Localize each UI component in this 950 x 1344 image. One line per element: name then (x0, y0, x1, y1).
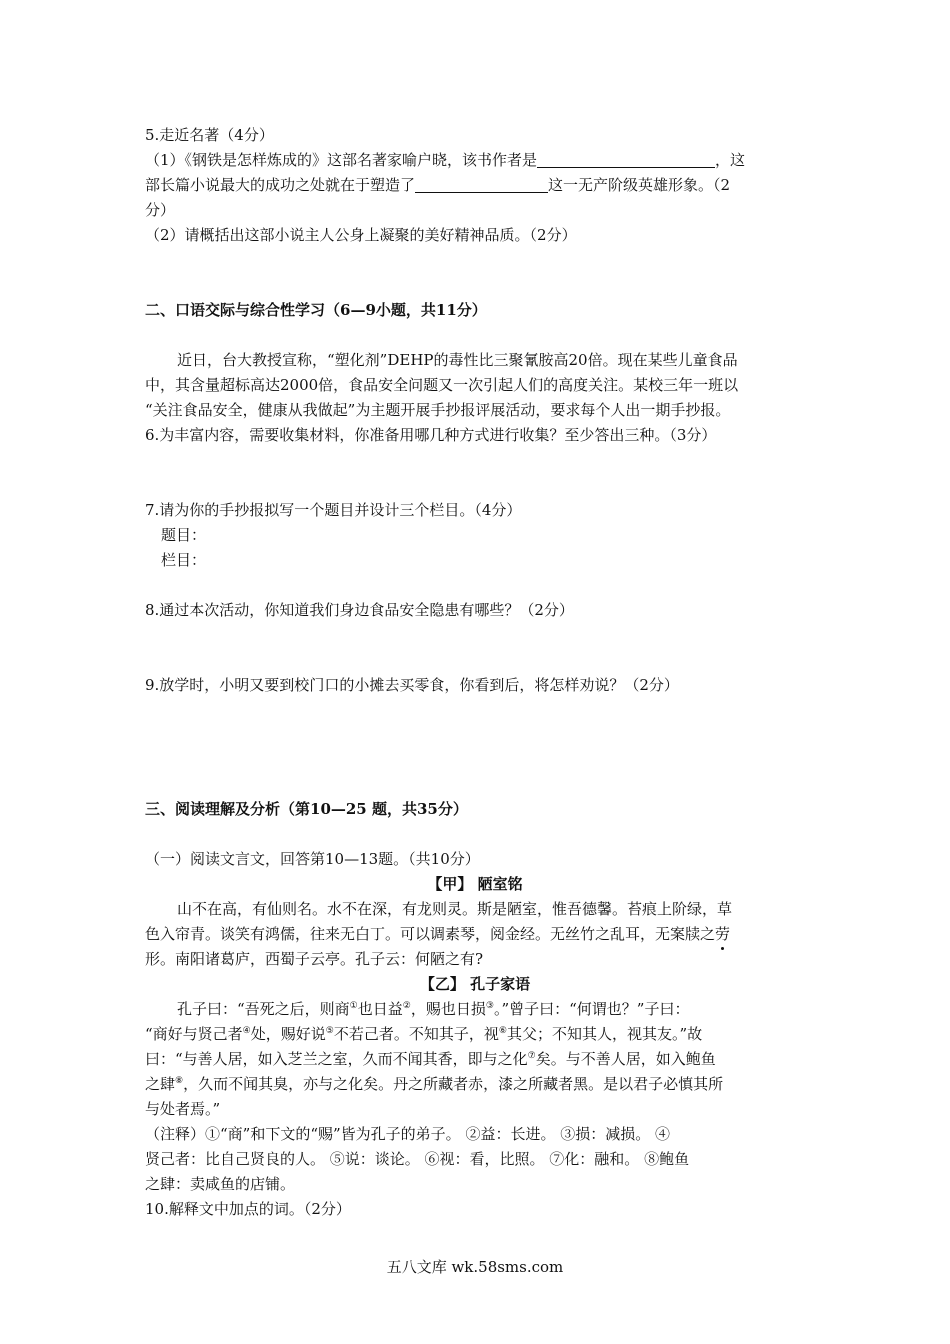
q9: 9.放学时，小明又要到校门口的小摊去买零食，你看到后，将怎样劝说？（2分） (145, 676, 679, 694)
yi-line1-c: ，赐也日损 (410, 1000, 486, 1018)
q10: 10.解释文中加点的词。（2分） (145, 1200, 351, 1218)
section3-heading: 三、阅读理解及分析（第10—25 题，共35分） (145, 800, 468, 818)
hero-answer-blank[interactable] (415, 176, 548, 193)
footer-watermark: 五八文库 wk.58sms.com (386, 1258, 564, 1276)
q5-part1-text-a: （1）《钢铁是怎样炼成的》这部名著家喻户晓，该书作者是 (145, 151, 538, 169)
note-mark-8: ⑧ (175, 1076, 184, 1086)
section3-part1: （一）阅读文言文，回答第10—13题。（共10分） (145, 850, 480, 868)
q6: 6.为丰富内容，需要收集材料，你准备用哪几种方式进行收集？至少答出三种。（3分） (145, 426, 717, 444)
q5-part1-line1 (145, 149, 745, 171)
jia-title: 【甲】 陋室铭 (427, 875, 523, 893)
section2-intro-line2: 中，其含量超标高达2000倍，食品安全问题又一次引起人们的高度关注。某校三年一班以 (145, 376, 739, 394)
note-mark-6: ⑥ (498, 1026, 507, 1036)
q7: 7.请为你的手抄报拟写一个题目并设计三个栏目。（4分） (145, 501, 522, 519)
yi-line4-a: 之肆 (145, 1075, 176, 1093)
yi-line5: 与处者焉。” (145, 1100, 221, 1118)
note-mark-1: ① (349, 1001, 358, 1011)
yi-line2-b: 处，赐好说 (250, 1025, 326, 1043)
yi-line1-d: 。”曾子曰：“何谓也？”子曰： (493, 1000, 690, 1018)
yi-line3-a: 曰：“与善人居，如入芝兰之室，久而不闻其香，即与之化 (145, 1050, 528, 1068)
jia-line2-text: 色入帘青。谈笑有鸿儒，往来无白丁。可以调素琴，阅金经。无丝竹之乱耳，无案牍之 (145, 925, 716, 943)
yi-line2-a: “商好与贤己者 (145, 1025, 243, 1043)
section2-intro-line1: 近日，台大教授宣称，“塑化剂”DEHP的毒性比三聚氰胺高20倍。现在某些儿童食品 (177, 351, 738, 369)
q7-title-label: 题目： (161, 526, 207, 544)
note-mark-4: ④ (242, 1026, 251, 1036)
notes-line2: 贤己者：比自己贤良的人。 ⑤说：谈论。 ⑥视：看，比照。 ⑦化：融和。 ⑧鲍鱼 (145, 1150, 690, 1168)
q5-part1-text-d: 这一无产阶级英雄形象。（2 (548, 176, 731, 194)
yi-line1-a: 孔子曰：“吾死之后，则商 (177, 1000, 350, 1018)
yi-line1-b: 也日益 (357, 1000, 403, 1018)
yi-line3-b: 矣。与不善人居，如入鲍鱼 (535, 1050, 716, 1068)
yi-title: 【乙】 孔子家语 (419, 975, 531, 993)
q5-part1-line2 (145, 174, 730, 196)
yi-line4-b: ，久而不闻其臭，亦与之化矣。丹之所藏者赤，漆之所藏者黑。是以君子必慎其所 (183, 1075, 724, 1093)
q5-part1-text-c: 部长篇小说最大的成功之处就在于塑造了 (145, 176, 416, 194)
q5-title: 5.走近名著（4分） (145, 126, 274, 144)
q8: 8.通过本次活动，你知道我们身边食品安全隐患有哪些？（2分） (145, 601, 574, 619)
q7-columns-label: 栏目： (161, 551, 207, 569)
yi-line2-c: 不若己者。不知其子，视 (333, 1025, 499, 1043)
jia-line1: 山不在高，有仙则名。水不在深，有龙则灵。斯是陋室，惟吾德馨。苔痕上阶绿，草 (177, 900, 733, 918)
note-mark-7: ⑦ (527, 1051, 536, 1061)
note-mark-3: ③ (485, 1001, 494, 1011)
section2-intro-line3: “关注食品安全，健康从我做起”为主题开展手抄报评展活动，要求每个人出一期手抄报。 (145, 401, 731, 419)
yi-line4 (145, 1073, 723, 1095)
note-mark-2: ② (402, 1001, 411, 1011)
yi-line2 (145, 1023, 702, 1045)
q5-part1-text-b: ，这 (715, 151, 746, 169)
yi-line1 (177, 998, 689, 1020)
notes-line3: 之肆：卖咸鱼的店铺。 (145, 1175, 296, 1193)
notes-line1: （注释）①“商”和下文的“赐”皆为孔子的弟子。 ②益：长进。 ③损：减损。 ④ (145, 1125, 670, 1143)
jia-line3: 形。南阳诸葛庐，西蜀子云亭。孔子云：何陋之有? (145, 950, 484, 968)
note-mark-5: ⑤ (325, 1026, 334, 1036)
section2-heading: 二、口语交际与综合性学习（6—9小题，共11分） (145, 301, 487, 319)
q5-part1-line3: 分） (145, 201, 176, 219)
author-answer-blank[interactable] (537, 151, 715, 168)
q5-part2: （2）请概括出这部小说主人公身上凝聚的美好精神品质。（2分） (145, 226, 577, 244)
yi-line2-d: 其父；不知其人，视其友。”故 (506, 1025, 703, 1043)
yi-line3 (145, 1048, 716, 1070)
dotted-word-lao: 劳 (715, 925, 731, 943)
jia-line2 (145, 923, 730, 945)
